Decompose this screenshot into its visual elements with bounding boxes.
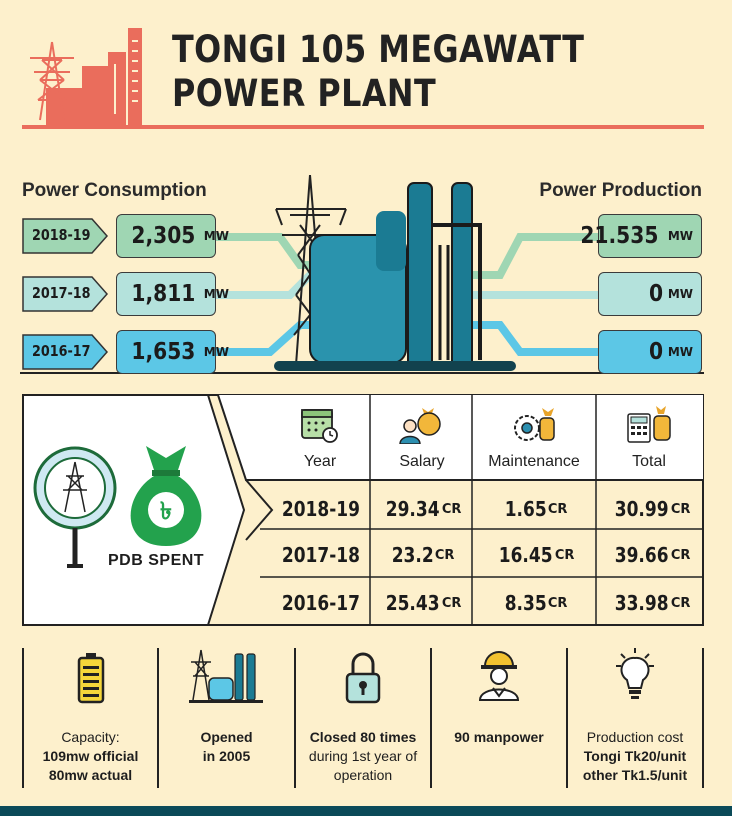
cell-unit: CR (547, 595, 568, 611)
page-title (172, 28, 654, 116)
factory-icon (22, 0, 162, 125)
salary-icon (398, 404, 444, 444)
cell-value: 29.34 (385, 497, 440, 521)
cell-year (272, 580, 370, 626)
cell-total (596, 580, 704, 626)
cell-total (596, 486, 704, 532)
fact-text (568, 728, 702, 785)
consumption-unit: MW (203, 229, 229, 243)
cell-unit: CR (434, 547, 455, 563)
consumption-value (116, 214, 229, 258)
cell-value: 25.43 (385, 591, 440, 615)
fact-production-cost (568, 648, 702, 788)
cell-salary (370, 580, 472, 626)
production-label: Power Production (539, 180, 702, 201)
production-unit: MW (667, 345, 693, 359)
cell-value: 39.66 (614, 543, 669, 567)
production-number: 0 (648, 339, 663, 365)
consumption-number: 1,811 (131, 281, 196, 307)
year-tag-label: 2017-18 (32, 284, 91, 302)
consumption-value (116, 272, 229, 316)
pdb-logo (30, 440, 120, 570)
cell-unit: CR (441, 595, 462, 611)
cell-maintenance (472, 532, 596, 578)
fact-line: in 2005 (202, 748, 251, 764)
fact-line: other Tk1.5/unit (582, 767, 688, 783)
production-value (580, 214, 702, 258)
fact-line: Production cost (586, 729, 684, 745)
cell-year (272, 532, 370, 578)
divider (702, 648, 704, 788)
cell-value: 23.2 (391, 543, 434, 567)
cell-salary (370, 532, 472, 578)
worker-icon (476, 650, 522, 702)
cell-unit: CR (670, 547, 691, 563)
taka-symbol: ৳ (160, 497, 172, 525)
col-header-salary: Salary (399, 453, 445, 470)
money-bag-icon (116, 440, 216, 550)
cell-unit: CR (547, 501, 568, 517)
fact-capacity (24, 648, 157, 788)
power-plant-icon (187, 648, 267, 704)
fact-line: Closed 80 times (309, 729, 417, 745)
cell-value: 30.99 (614, 497, 669, 521)
cell-unit: CR (441, 501, 462, 517)
production-unit: MW (667, 229, 693, 243)
cell-unit: CR (670, 595, 691, 611)
header (0, 0, 732, 130)
consumption-value (116, 330, 229, 374)
consumption-unit: MW (203, 287, 229, 301)
col-header-year: Year (303, 453, 337, 470)
cell-year (272, 486, 370, 532)
cell-year-text: 2018-19 (281, 497, 361, 521)
fact-line: 90 manpower (454, 729, 544, 745)
fact-line: during 1st year of (308, 748, 418, 764)
cell-maintenance (472, 580, 596, 626)
year-tag (22, 276, 108, 312)
fact-line: 109mw official (42, 748, 139, 764)
consumption-number: 2,305 (131, 223, 196, 249)
cell-total (596, 532, 704, 578)
fact-opened (159, 648, 294, 788)
production-number: 0 (648, 281, 663, 307)
battery-icon (76, 652, 106, 704)
year-tag-label: 2016-17 (32, 342, 91, 360)
cell-unit: CR (670, 501, 691, 517)
year-tag-label: 2018-19 (32, 226, 91, 244)
calculator-icon (626, 404, 672, 444)
cell-value: 33.98 (614, 591, 669, 615)
fact-text (432, 728, 566, 747)
col-header-maintenance: Maintenance (488, 453, 580, 470)
cell-year-text: 2016-17 (281, 591, 361, 615)
fact-line: Opened (200, 729, 253, 745)
production-value (598, 330, 702, 374)
calendar-icon (300, 406, 340, 444)
footer-bar (0, 806, 732, 816)
cell-value: 8.35 (504, 591, 547, 615)
cell-year-text: 2017-18 (281, 543, 361, 567)
consumption-number: 1,653 (131, 339, 196, 365)
cell-value: 1.65 (504, 497, 547, 521)
padlock-icon (345, 652, 381, 704)
cell-maintenance (472, 486, 596, 532)
fact-text (24, 728, 157, 785)
fact-text (296, 728, 430, 785)
title-line-2: POWER PLANT (172, 72, 437, 115)
cell-unit: CR (554, 547, 575, 563)
fact-line: Tongi Tk20/unit (583, 748, 687, 764)
fact-text (159, 728, 294, 766)
fact-line: Capacity: (61, 729, 120, 745)
title-divider (22, 125, 704, 129)
consumption-label: Power Consumption (22, 180, 207, 201)
col-header-total: Total (632, 453, 666, 470)
light-bulb-icon (615, 648, 655, 702)
cell-value: 16.45 (498, 543, 553, 567)
fact-manpower (432, 648, 566, 788)
cell-salary (370, 486, 472, 532)
title-line-1: TONGI 105 MEGAWATT (172, 28, 585, 71)
production-number: 21.535 (580, 223, 659, 249)
production-unit: MW (667, 287, 693, 301)
facts-strip (22, 648, 704, 788)
consumption-unit: MW (203, 345, 229, 359)
maintenance-icon (510, 404, 556, 444)
production-value (598, 272, 702, 316)
year-tag (22, 334, 108, 370)
fact-closures (296, 648, 430, 788)
pdb-spent-label: PDB SPENT (108, 552, 205, 569)
fact-line: 80mw actual (48, 767, 133, 783)
fact-line: operation (333, 767, 393, 783)
year-tag (22, 218, 108, 254)
